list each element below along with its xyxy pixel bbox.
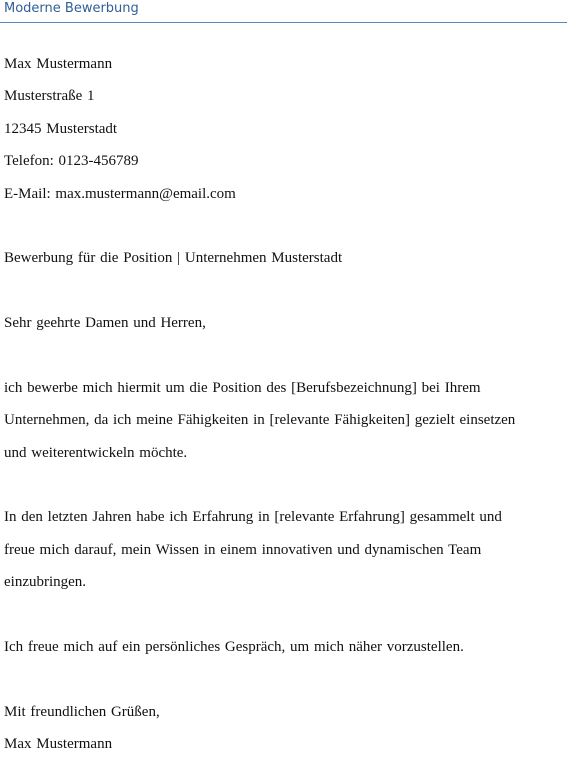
spacer bbox=[4, 275, 564, 307]
sender-city: 12345 Musterstadt bbox=[4, 120, 118, 137]
letter-body bbox=[4, 48, 564, 761]
sender-phone: Telefon: 0123-456789 bbox=[4, 153, 139, 170]
sender-email: E-Mail: max.mustermann@email.com bbox=[4, 185, 236, 202]
paragraph-2-line: In den letzten Jahren habe ich Erfahrung in [relevante Erfahrung] gesammelt und bbox=[4, 509, 502, 526]
subject-line: Bewerbung für die Position | Unternehmen Musterstadt bbox=[4, 250, 343, 267]
paragraph-3: Ich freue mich auf ein persönliches Gespräch, um mich näher vorzustellen. bbox=[4, 639, 464, 656]
paragraph-1-line: ich bewerbe mich hiermit um die Position des [Berufsbezeichnung] bei Ihrem bbox=[4, 379, 481, 396]
sender-name: Max Mustermann bbox=[4, 56, 113, 72]
spacer bbox=[4, 599, 564, 631]
signature-name: Max Mustermann bbox=[4, 736, 113, 753]
spacer bbox=[4, 340, 564, 372]
paragraph-1-line: und weiterentwickeln möchte. bbox=[4, 444, 188, 461]
closing-phrase: Mit freundlichen Grüßen, bbox=[4, 703, 160, 720]
paragraph-1-line: Unternehmen, da ich meine Fähigkeiten in [relevante Fähigkeiten] gezielt einsetzen bbox=[4, 412, 516, 429]
paragraph-2-line: einzubringen. bbox=[4, 574, 87, 591]
spacer bbox=[4, 210, 564, 242]
document-title: Moderne Bewerbung bbox=[4, 1, 139, 16]
sender-street: Musterstraße 1 bbox=[4, 88, 95, 105]
salutation: Sehr geehrte Damen und Herren, bbox=[4, 315, 206, 332]
paragraph-2-line: freue mich darauf, mein Wissen in einem innovativen und dynamischen Team bbox=[4, 541, 482, 558]
document-header bbox=[0, 0, 567, 23]
spacer bbox=[4, 663, 564, 695]
spacer bbox=[4, 469, 564, 501]
